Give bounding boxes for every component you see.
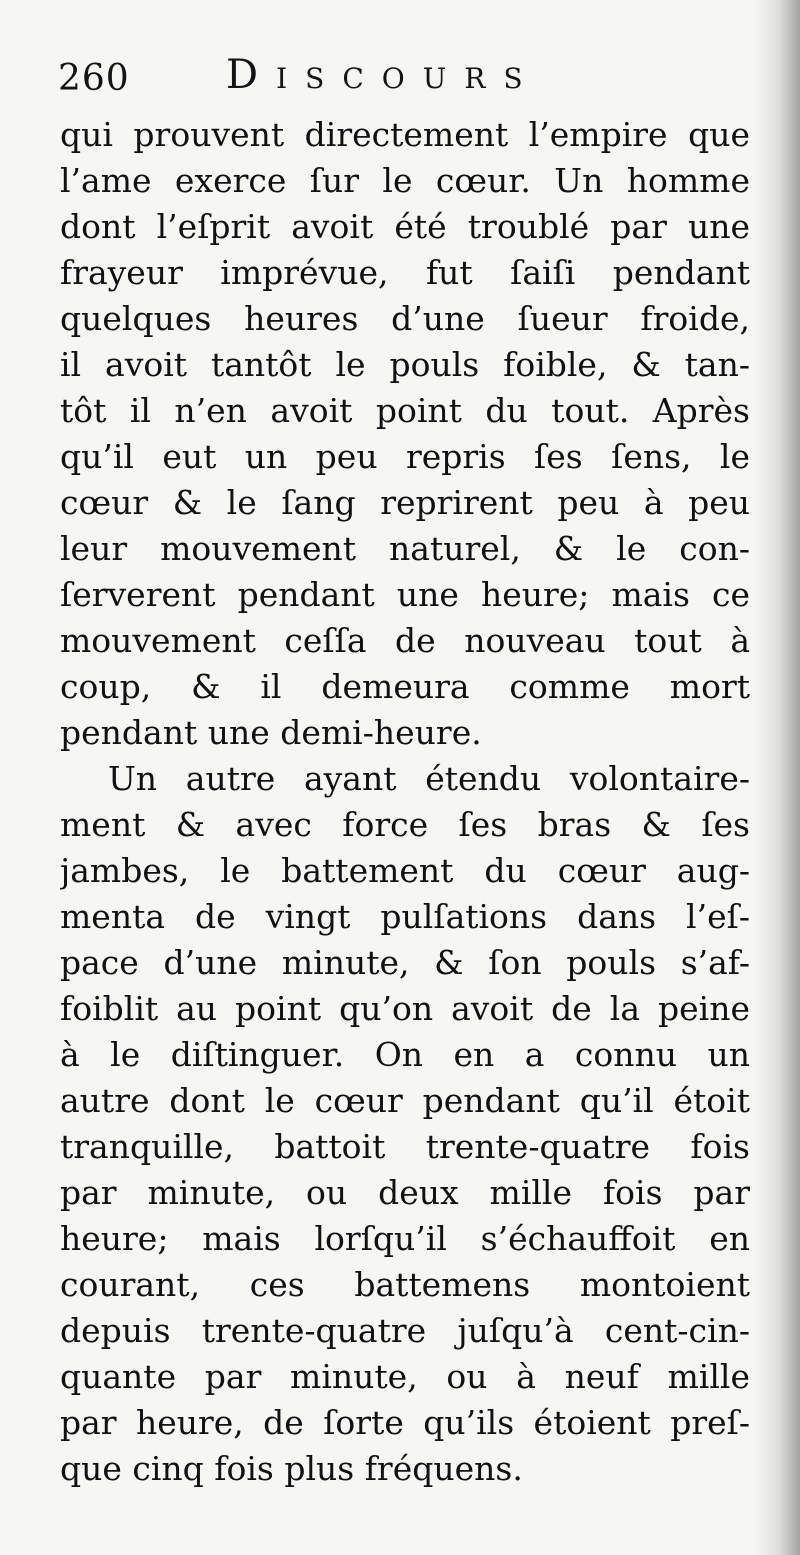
page-edge-shadow	[754, 0, 800, 1555]
text-line: ſerverent pendant une heure; mais ce	[60, 575, 750, 614]
text-line: menta de vingt pulſations dans l’eſ-	[60, 897, 750, 936]
text-line: l’ame exerce ſur le cœur. Un homme	[60, 161, 750, 200]
text-line: tôt il n’en avoit point du tout. Après	[60, 391, 750, 430]
text-line: pendant une demi-heure.	[60, 713, 482, 752]
page-header	[58, 52, 618, 108]
text-line: coup, & il demeura comme mort	[60, 667, 750, 706]
text-line: foiblit au point qu’on avoit de la peine	[60, 989, 750, 1028]
text-line: depuis trente-quatre juſqu’à cent-cin-	[60, 1311, 750, 1350]
text-line: courant, ces battemens montoient	[60, 1265, 750, 1304]
text-line: Un autre ayant étendu volontaire-	[108, 759, 750, 798]
text-line: quante par minute, ou à neuf mille	[60, 1357, 750, 1396]
text-line: pace d’une minute, & ſon pouls s’af-	[60, 943, 750, 982]
paragraph-2	[60, 756, 750, 1492]
text-line: dont l’eſprit avoit été troublé par une	[60, 207, 750, 246]
text-line: par minute, ou deux mille fois par	[60, 1173, 750, 1212]
text-line: cœur & le ſang reprirent peu à peu	[60, 483, 750, 522]
paragraph-1	[60, 112, 750, 756]
page-number: 260	[58, 58, 130, 99]
text-line: par heure, de ſorte qu’ils étoient preſ-	[60, 1403, 750, 1442]
text-line: que cinq fois plus fréquens.	[60, 1449, 523, 1488]
text-line: mouvement ceſſa de nouveau tout à	[60, 621, 750, 660]
text-line: quelques heures d’une ſueur froide,	[60, 299, 750, 338]
text-line: qu’il eut un peu repris ſes ſens, le	[60, 437, 750, 476]
text-line: jambes, le battement du cœur aug-	[60, 851, 750, 890]
text-line: ment & avec force ſes bras & ſes	[60, 805, 750, 844]
text-line: heure; mais lorſqu’il s’échauffoit en	[60, 1219, 750, 1258]
text-line: à le diſtinguer. On en a connu un	[60, 1035, 750, 1074]
text-line: tranquille, battoit trente-quatre fois	[60, 1127, 750, 1166]
running-head: Discours	[226, 52, 541, 98]
text-line: frayeur imprévue, fut ſaiſi pendant	[60, 253, 750, 292]
text-line: autre dont le cœur pendant qu’il étoit	[60, 1081, 750, 1120]
text-line: il avoit tantôt le pouls foible, & tan-	[60, 345, 750, 384]
body-text	[60, 112, 750, 1492]
text-line: leur mouvement naturel, & le con-	[60, 529, 750, 568]
text-line: qui prouvent directement l’empire que	[60, 115, 750, 154]
